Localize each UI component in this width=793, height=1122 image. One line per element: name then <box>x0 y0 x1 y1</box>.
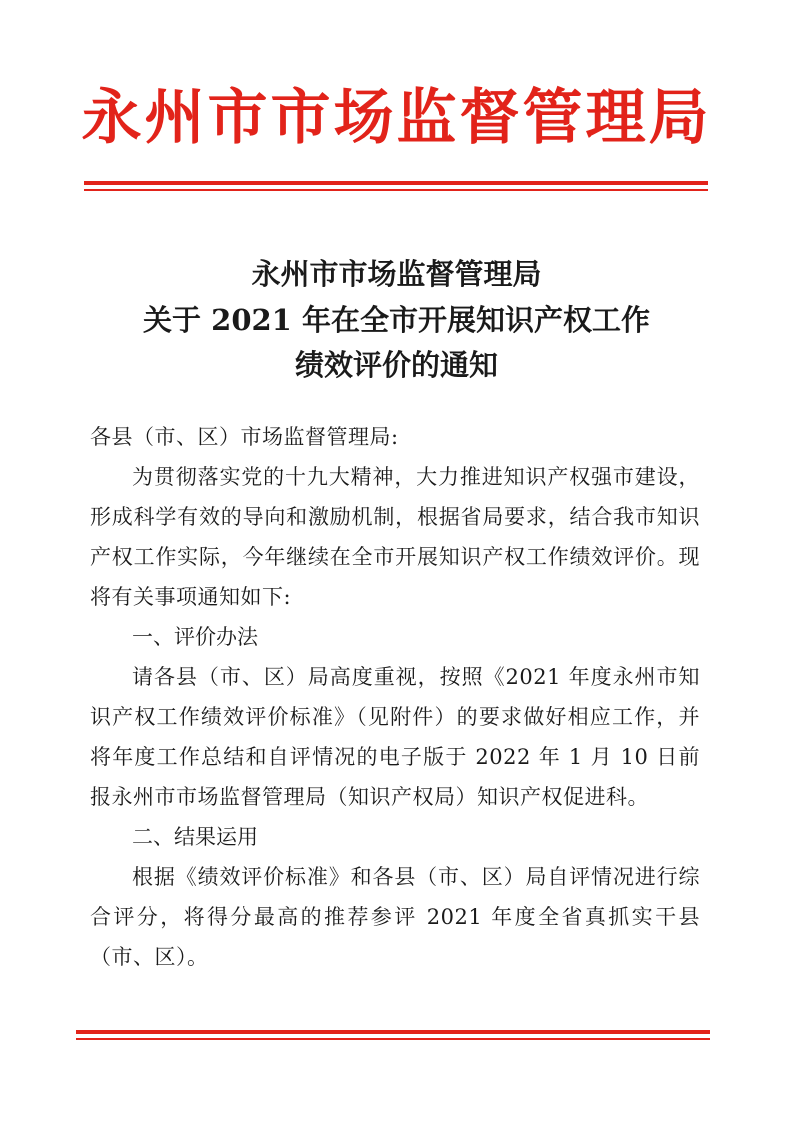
footer-rule-thick <box>76 1030 710 1034</box>
notice-title-line1: 永州市市场监督管理局 <box>251 257 542 291</box>
section2-heading: 二、结果运用 <box>132 825 258 849</box>
intro-paragraph: 为贯彻落实党的十九大精神，大力推进知识产权强市建设，形成科学有效的导向和激励机制，根据省局要求，结合我市知识产权工作实际，今年继续在全市开展知识产权工作绩效评价。现将有关事项通知如下: <box>90 465 700 609</box>
section2-paragraph: 根据《绩效评价标准》和各县（市、区）局自评情况进行综合评分，将得分最高的推荐参评 2021 年度全省真抓实干县（市、区）。 <box>90 865 700 969</box>
letterhead-rule-thick <box>84 181 708 185</box>
letterhead-rule-thin <box>84 189 708 191</box>
salutation: 各县（市、区）市场监督管理局: <box>90 425 399 449</box>
notice-title-line2: 关于 2021 年在全市开展知识产权工作 <box>143 303 650 337</box>
section1-heading: 一、评价办法 <box>132 625 258 649</box>
notice-title-line3: 绩效评价的通知 <box>294 348 498 382</box>
footer-rule-thin <box>76 1038 710 1040</box>
section1-paragraph: 请各县（市、区）局高度重视，按照《2021 年度永州市知识产权工作绩效评价标准》（见附件）的要求做好相应工作，并将年度工作总结和自评情况的电子版于 2022 年 1 月 10 日前报永州市市场监督管理局（知识产权局）知识产权促进科。 <box>90 665 700 809</box>
letterhead-title: 永州市市场监督管理局 <box>81 83 712 153</box>
